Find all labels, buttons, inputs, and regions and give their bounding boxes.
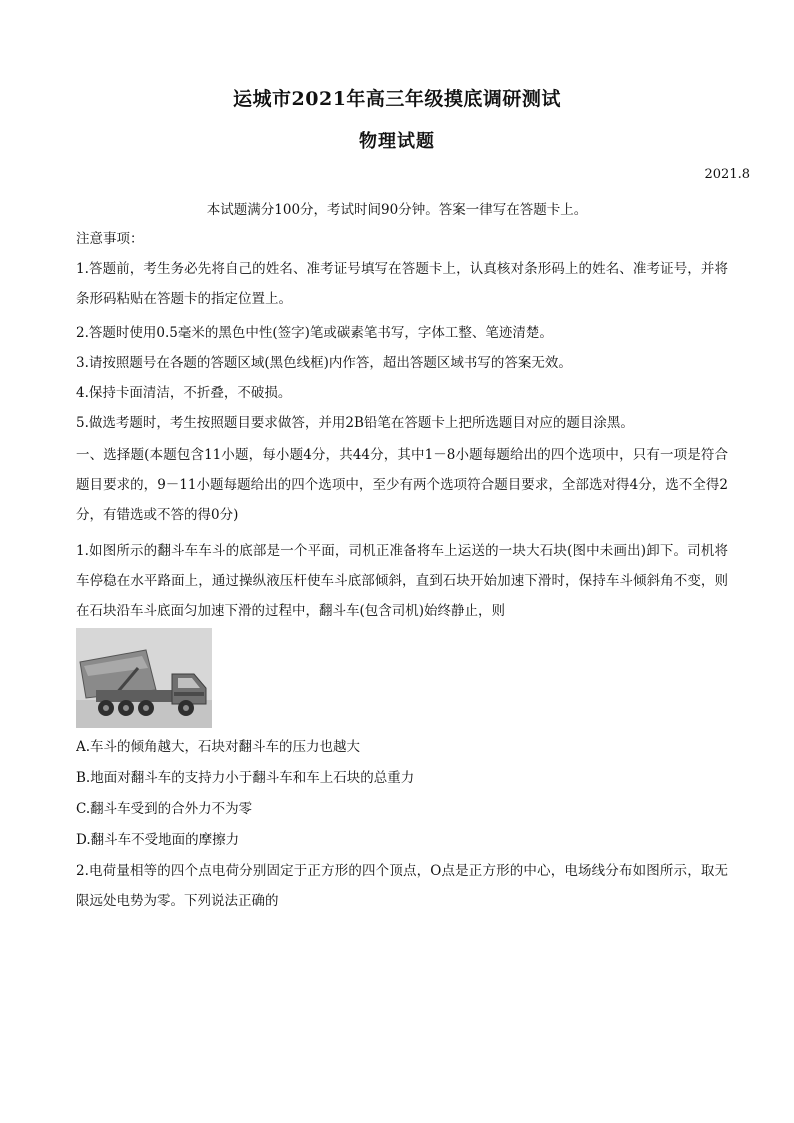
note-item-2: 2.答题时使用0.5毫米的黑色中性(签字)笔或碳素笔书写，字体工整、笔迹清楚。 [76,325,553,341]
question-1-option-a: A.车斗的倾角越大，石块对翻斗车的压力也越大 [76,739,361,755]
question-1-option-d: D.翻斗车不受地面的摩擦力 [76,832,240,848]
question-2-stem: 2.电荷量相等的四个点电荷分别固定于正方形的四个顶点，O点是正方形的中心，电场线分布如图所示，取无限远处电势为零。下列说法正确的 [76,863,728,909]
note-item-1: 1.答题前，考生务必先将自己的姓名、准考证号填写在答题卡上，认真核对条形码上的姓名、准考证号，并将条形码粘贴在答题卡的指定位置上。 [76,261,728,307]
question-1-option-b: B.地面对翻斗车的支持力小于翻斗车和车上石块的总重力 [76,770,415,786]
note-item-5: 5.做选考题时，考生按照题目要求做答，并用2B铅笔在答题卡上把所选题目对应的题目涂黑。 [76,415,634,431]
dump-truck-image [76,628,212,728]
note-item-4: 4.保持卡面清洁，不折叠，不破损。 [76,385,292,401]
exam-intro: 本试题满分100分，考试时间90分钟。答案一律写在答题卡上。 [206,202,588,218]
exam-title: 运城市2021年高三年级摸底调研测试 [233,88,561,110]
question-1-option-c: C.翻斗车受到的合外力不为零 [76,801,253,817]
note-item-3: 3.请按照题号在各题的答题区域(黑色线框)内作答，超出答题区域书写的答案无效。 [76,355,572,371]
exam-date: 2021.8 [704,167,750,182]
dump-truck-illustration [76,628,212,728]
exam-subtitle: 物理试题 [359,131,435,152]
question-1-stem: 1.如图所示的翻斗车车斗的底部是一个平面，司机正准备将车上运送的一块大石块(图中未画出)卸下。司机将车停稳在水平路面上，通过操纵液压杆使车斗底部倾斜，直到石块开始加速下滑时，保持车斗倾斜角不变，则在石块沿车斗底面匀加速下滑的过程中，翻斗车(包含司机)始终静止，则 [76,543,728,619]
notes-heading: 注意事项： [76,231,144,247]
section-heading: 一、选择题(本题包含11小题，每小题4分，共44分，其中1－8小题每题给出的四个选项中，只有一项是符合题目要求的，9－11小题每题给出的四个选项中，至少有两个选项符合题目要求，全部选对得4分，选不全得2分，有错选或不答的得0分) [76,447,728,523]
